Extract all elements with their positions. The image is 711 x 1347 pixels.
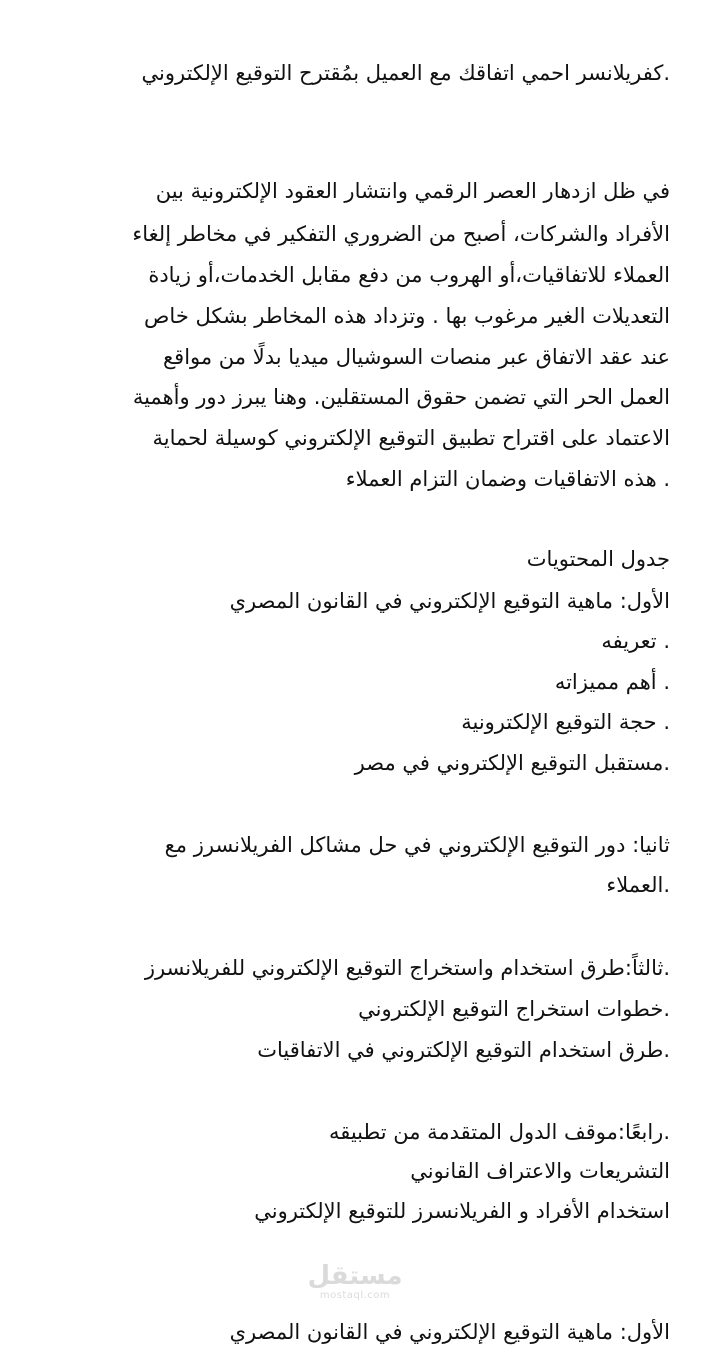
cutoff-heading-line: الأول: ماهية التوقيع الإلكتروني في القانون المصري — [229, 1320, 670, 1344]
toc-subitem-future: .مستقبل التوقيع الإلكتروني في مصر — [354, 751, 670, 775]
intro-line-7: الاعتماد على اقتراح تطبيق التوقيع الإلكتروني كوسيلة لحماية — [152, 426, 670, 450]
toc-subitem-definition: . تعريفه — [601, 629, 670, 653]
toc-item-first: الأول: ماهية التوقيع الإلكتروني في القانون المصري — [229, 589, 670, 613]
intro-line-6: العمل الحر التي تضمن حقوق المستقلين. وهنا يبرز دور وأهمية — [132, 385, 670, 409]
toc-subitem-adoption: استخدام الأفراد و الفريلانسرز للتوقيع الإلكتروني — [254, 1199, 670, 1223]
toc-subitem-features: . أهم مميزاته — [554, 670, 670, 694]
intro-line-5: عند عقد الاتفاق عبر منصات السوشيال ميديا بدلًا من مواقع — [162, 345, 670, 369]
intro-line-8: . هذه الاتفاقيات وضمان التزام العملاء — [345, 467, 670, 491]
toc-item-second-line-1: ثانيا: دور التوقيع الإلكتروني في حل مشاكل الفريلانسرز مع — [164, 833, 670, 857]
toc-subitem-validity: . حجة التوقيع الإلكترونية — [461, 710, 670, 734]
intro-line-3: العملاء للاتفاقيات،أو الهروب من دفع مقابل الخدمات،أو زيادة — [148, 263, 670, 287]
watermark-latin: mostaql.com — [319, 1290, 391, 1301]
intro-line-1: في ظل ازدهار العصر الرقمي وانتشار العقود الإلكترونية بين — [155, 179, 670, 203]
cutoff-text-container — [30, 1311, 670, 1344]
toc-subitem-usage: .طرق استخدام التوقيع الإلكتروني في الاتفاقيات — [257, 1038, 670, 1062]
toc-subitem-steps: .خطوات استخراج التوقيع الإلكتروني — [358, 997, 670, 1021]
mostaql-watermark — [300, 1262, 410, 1304]
toc-heading: جدول المحتويات — [526, 547, 670, 571]
toc-item-third: .ثالثاً:طرق استخدام واستخراج التوقيع الإلكتروني للفريلانسرز — [144, 956, 670, 980]
article-title: .كفريلانسر احمي اتفاقك مع العميل بمُقترح التوقيع الإلكتروني — [141, 61, 670, 85]
toc-subitem-legislation: التشريعات والاعتراف القانوني — [410, 1159, 670, 1183]
watermark-arabic: مستقل — [307, 1261, 403, 1291]
toc-item-fourth: .رابعًا:موقف الدول المتقدمة من تطبيقه — [328, 1120, 670, 1144]
intro-line-4: التعديلات الغير مرغوب بها . وتزداد هذه المخاطر بشكل خاص — [144, 304, 670, 328]
toc-item-second-line-2: .العملاء — [606, 873, 670, 897]
intro-line-2: الأفراد والشركات، أصبح من الضروري التفكير في مخاطر إلغاء — [132, 222, 670, 246]
